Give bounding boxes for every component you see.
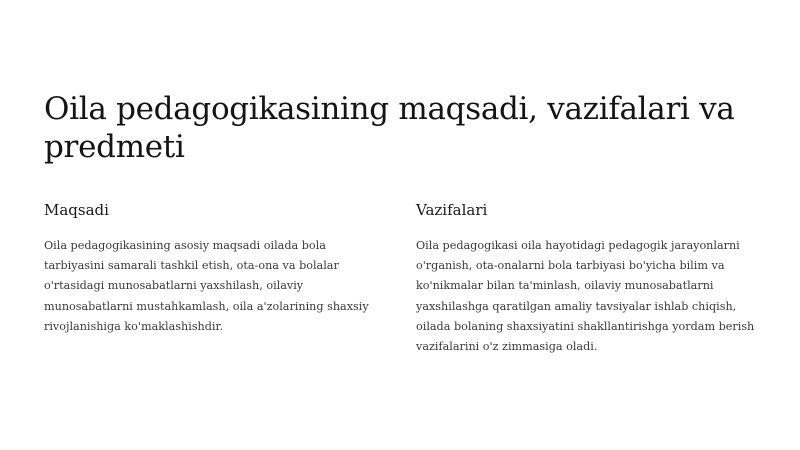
tasks-column xyxy=(416,200,761,357)
goal-text: Oila pedagogikasining asosiy maqsadi oilada bola tarbiyasini samarali tashkil etish, ota-ona va bolalar o'rtasidagi munosabatlarni yaxshilash, oilaviy munosabatlarni mustahkamlash, oila a'zolarining shaxsiy rivojlanishiga ko'maklashishdir. xyxy=(44,239,369,333)
goal-column xyxy=(44,200,389,337)
goal-heading: Maqsadi xyxy=(44,201,109,219)
tasks-text: Oila pedagogikasi oila hayotidagi pedagogik jarayonlarni o'rganish, ota-onalarni bola tarbiyasi bo'yicha bilim va ko'nikmalar bilan ta'minlash, oilaviy munosabatlarni yaxshilashga qaratilgan amaliy tavsiyalar ishlab chiqish, oilada bolaning shaxsiyatini shakllantirishga yordam berish vazifalarini o'z zimmasiga oladi. xyxy=(416,239,755,354)
slide-title: Oila pedagogikasining maqsadi, vazifalari va predmeti xyxy=(44,91,735,165)
tasks-heading: Vazifalari xyxy=(416,201,488,219)
